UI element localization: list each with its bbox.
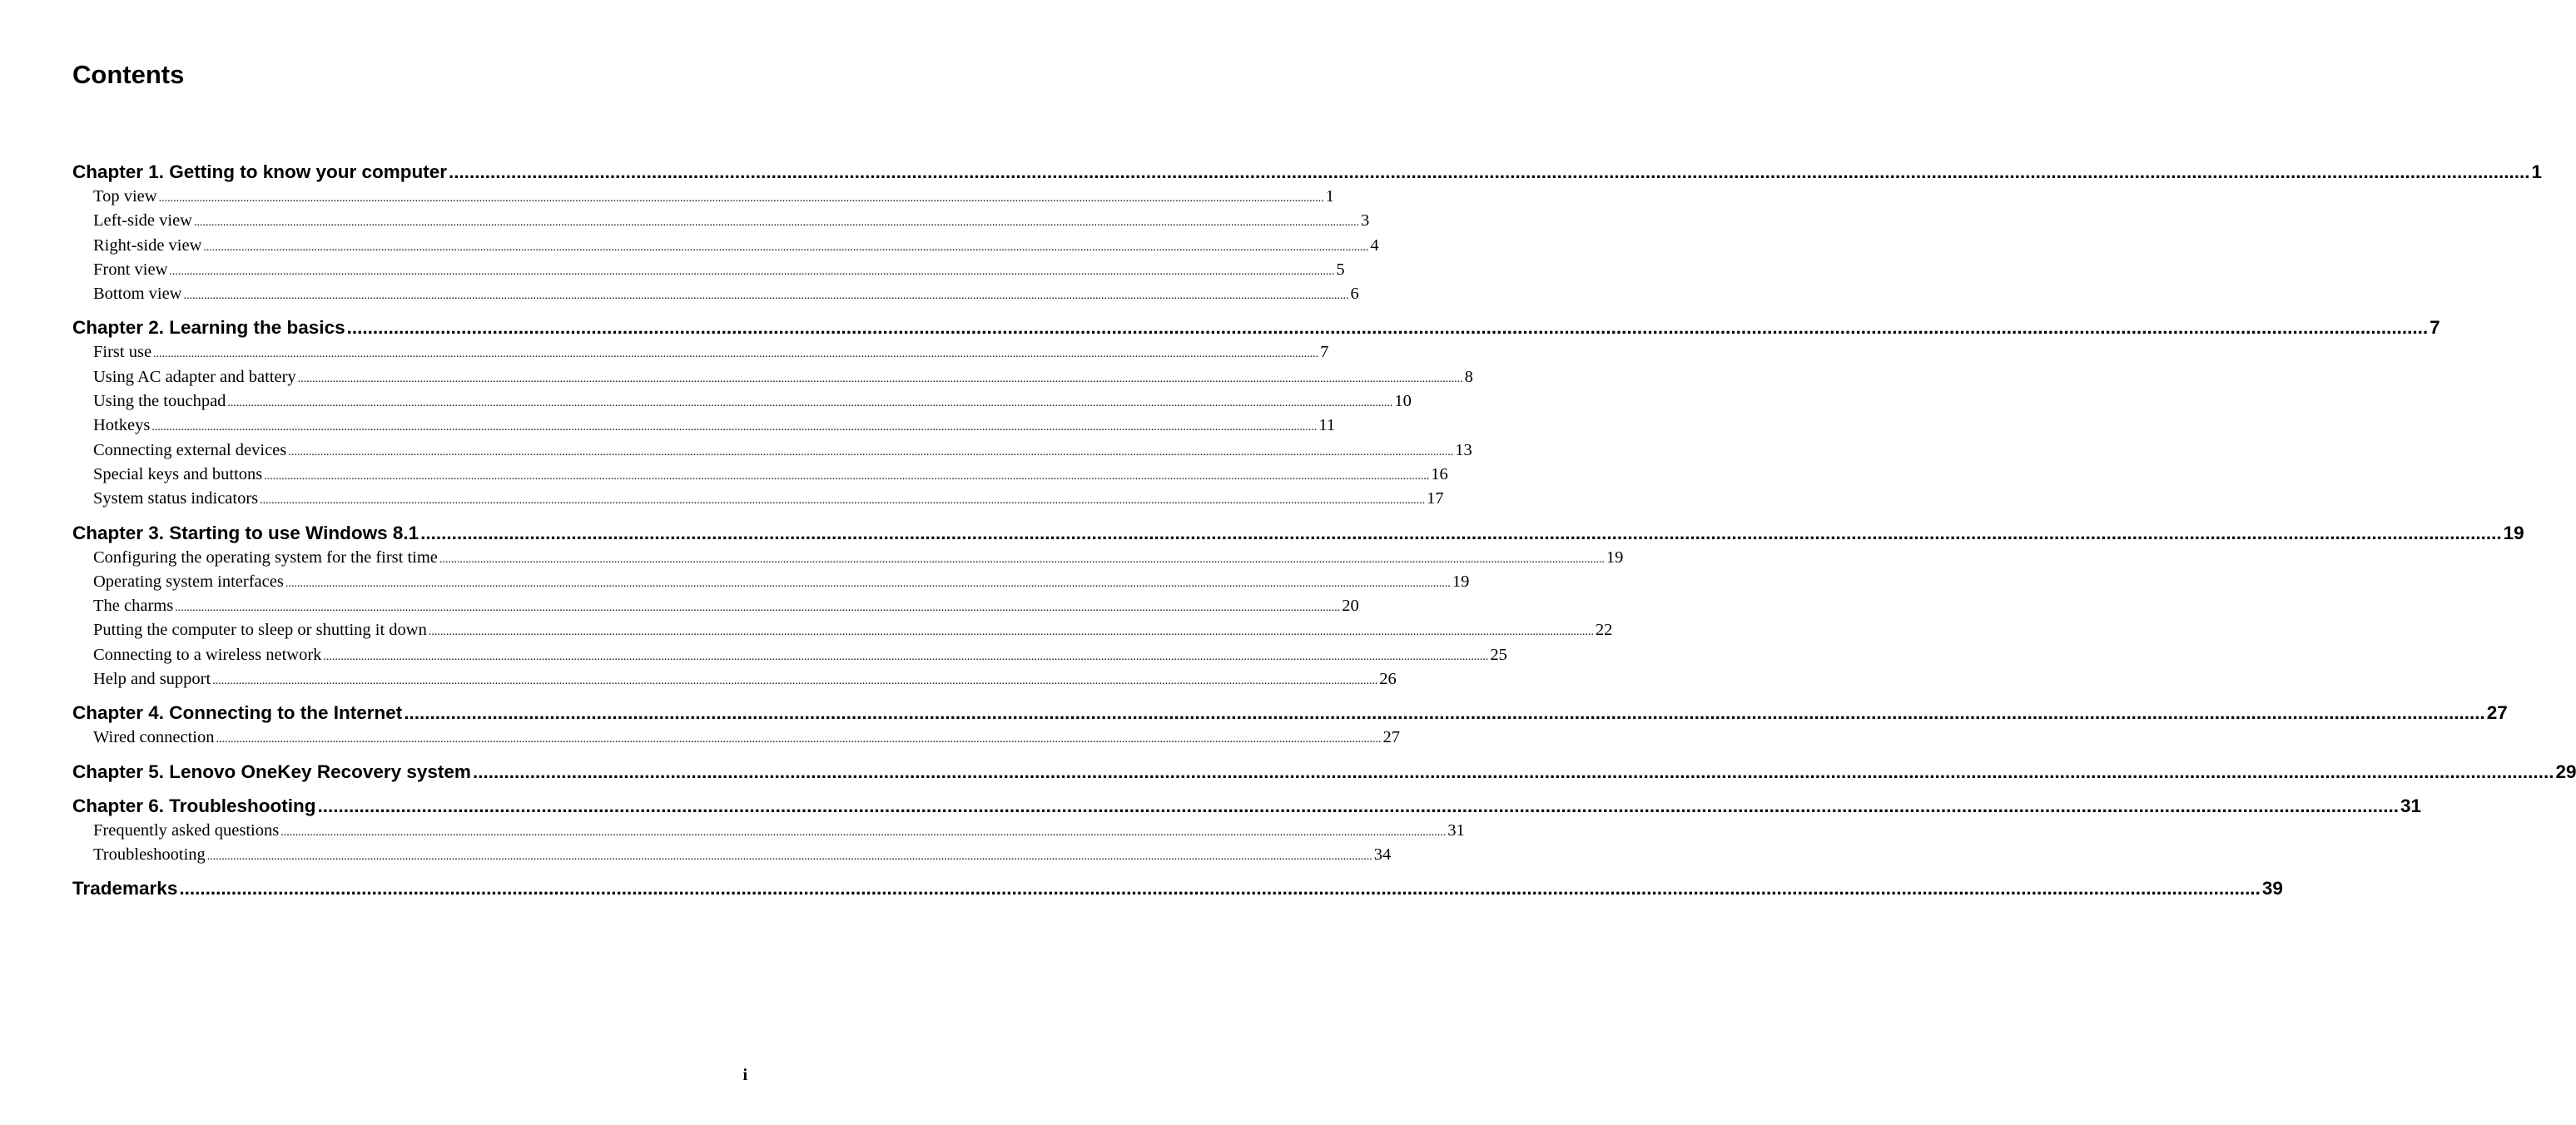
toc-chapter — [72, 519, 2524, 693]
toc-chapter — [72, 314, 2440, 512]
toc-section-entry-page-number: 10 — [1394, 392, 1412, 411]
dot-leader: ................................................................................................................................................................................................................................................................................................................................................................................................................ — [285, 577, 1451, 590]
toc-section-entry-page-number: 13 — [1455, 440, 1472, 459]
toc-chapter — [72, 758, 2576, 786]
toc-chapter-entry-page-number: 39 — [2261, 878, 2283, 900]
toc-section-entry[interactable] — [72, 463, 1448, 488]
toc-chapter — [72, 875, 2283, 902]
toc-chapter-entry-page-number: 7 — [2430, 317, 2440, 339]
dot-leader: ................................................................................................................................................................................................................................................................................................................................................................................................................ — [212, 675, 1378, 688]
toc-section-entry-page-number: 7 — [1320, 343, 1329, 362]
dot-leader: ................................................................................................................................................................................................................................................................................................................................................................................................................ — [179, 878, 2261, 900]
toc-section-entry[interactable] — [72, 844, 1392, 868]
dot-leader: ................................................................................................................................................................................................................................................................................................................................................................................................................ — [169, 265, 1335, 278]
dot-leader: ................................................................................................................................................................................................................................................................................................................................................................................................................ — [193, 216, 1359, 230]
dot-leader: ................................................................................................................................................................................................................................................................................................................................................................................................................ — [151, 421, 1318, 434]
toc-chapter-entry[interactable] — [72, 758, 2576, 786]
toc-section-entry-page-number: 34 — [1373, 845, 1392, 864]
dot-leader: ................................................................................................................................................................................................................................................................................................................................................................................................................ — [288, 445, 1454, 458]
toc-chapter-entry-page-number: 19 — [2503, 522, 2524, 543]
toc-chapter-entry[interactable] — [72, 314, 2440, 341]
toc-section-entry-title: The charms — [93, 597, 174, 616]
toc-section-entry-page-number: 4 — [1370, 235, 1379, 255]
toc-section-entry-page-number: 16 — [1431, 464, 1448, 483]
toc-section-entry-page-number: 20 — [1342, 597, 1359, 616]
toc-section-entry[interactable] — [72, 595, 1359, 619]
toc-section-entry-title: Wired connection — [93, 728, 215, 747]
toc-chapter-entry-page-number: 31 — [2400, 795, 2422, 816]
dot-leader: ................................................................................................................................................................................................................................................................................................................................................................................................................ — [346, 317, 2429, 339]
toc-section-entry[interactable] — [72, 341, 1329, 365]
dot-leader: ................................................................................................................................................................................................................................................................................................................................................................................................................ — [323, 650, 1489, 663]
dot-leader: ................................................................................................................................................................................................................................................................................................................................................................................................................ — [472, 761, 2554, 782]
toc-section-entry-title: Troubleshooting — [93, 845, 206, 864]
toc-section-entry[interactable] — [72, 283, 1359, 307]
toc-section-entry-page-number: 8 — [1464, 367, 1473, 386]
dot-leader: ................................................................................................................................................................................................................................................................................................................................................................................................................ — [227, 397, 1393, 410]
toc-chapter-entry[interactable] — [72, 699, 2508, 726]
toc-section-entry[interactable] — [72, 366, 1473, 390]
toc-section-entry-title: Right-side view — [93, 235, 202, 255]
toc-section-entry-title: Help and support — [93, 670, 211, 689]
dot-leader: ................................................................................................................................................................................................................................................................................................................................................................................................................ — [439, 553, 1605, 566]
toc-section-entry-title: Connecting to a wireless network — [93, 645, 322, 664]
toc-section-entry[interactable] — [72, 726, 1400, 751]
dot-leader: ................................................................................................................................................................................................................................................................................................................................................................................................................ — [260, 494, 1426, 508]
toc-section-entry-title: System status indicators — [93, 489, 259, 508]
dot-leader: ................................................................................................................................................................................................................................................................................................................................................................................................................ — [264, 469, 1430, 483]
dot-leader: ................................................................................................................................................................................................................................................................................................................................................................................................................ — [203, 240, 1369, 254]
toc-section-entry-page-number: 22 — [1595, 621, 1613, 640]
toc-chapter — [72, 792, 2422, 869]
dot-leader: ................................................................................................................................................................................................................................................................................................................................................................................................................ — [183, 290, 1349, 303]
dot-leader: ................................................................................................................................................................................................................................................................................................................................................................................................................ — [158, 192, 1324, 205]
dot-leader: ................................................................................................................................................................................................................................................................................................................................................................................................................ — [206, 850, 1372, 863]
toc-section-entry-page-number: 25 — [1490, 645, 1507, 664]
toc-chapter-entry-page-number: 1 — [2531, 161, 2543, 182]
toc-chapter-entry-title: Chapter 1. Getting to know your computer — [72, 161, 448, 182]
toc-section-entry-title: Frequently asked questions — [93, 820, 280, 840]
toc-section-entry-page-number: 1 — [1325, 187, 1334, 206]
toc-chapter-entry-title: Chapter 4. Connecting to the Internet — [72, 702, 403, 724]
toc-section-entry-title: Special keys and buttons — [93, 464, 263, 483]
toc-section-entry-title: Operating system interfaces — [93, 572, 284, 591]
page-title: Contents — [72, 60, 185, 89]
toc-chapter-entry-page-number: 29 — [2555, 761, 2576, 782]
toc-section-entry-page-number: 19 — [1606, 548, 1624, 567]
toc-section-entry-page-number: 26 — [1379, 670, 1397, 689]
dot-leader: ................................................................................................................................................................................................................................................................................................................................................................................................................ — [317, 795, 2400, 816]
toc-section-entry-page-number: 6 — [1350, 285, 1359, 304]
toc-section-entry-page-number: 19 — [1452, 572, 1470, 591]
toc-section-entry[interactable] — [72, 571, 1470, 595]
dot-leader: ................................................................................................................................................................................................................................................................................................................................................................................................................ — [216, 733, 1382, 746]
toc-chapter — [72, 158, 2543, 307]
toc-section-entry-title: Left-side view — [93, 211, 192, 230]
toc-section-entry[interactable] — [72, 439, 1472, 463]
toc-section-entry-title: Bottom view — [93, 285, 182, 304]
toc-section-entry-page-number: 17 — [1427, 489, 1444, 508]
dot-leader: ................................................................................................................................................................................................................................................................................................................................................................................................................ — [428, 626, 1594, 639]
toc-section-entry[interactable] — [72, 390, 1412, 414]
dot-leader: ................................................................................................................................................................................................................................................................................................................................................................................................................ — [404, 702, 2485, 724]
toc-chapter — [72, 699, 2508, 751]
toc-section-entry-title: Putting the computer to sleep or shutting it down — [93, 621, 427, 640]
toc-section-entry-page-number: 5 — [1336, 260, 1345, 279]
dot-leader: ................................................................................................................................................................................................................................................................................................................................................................................................................ — [420, 522, 2502, 543]
dot-leader: ................................................................................................................................................................................................................................................................................................................................................................................................................ — [280, 825, 1447, 839]
toc-chapter-entry-title: Chapter 3. Starting to use Windows 8.1 — [72, 522, 419, 543]
toc-chapter-entry-title: Chapter 2. Learning the basics — [72, 317, 345, 339]
dot-leader: ................................................................................................................................................................................................................................................................................................................................................................................................................ — [449, 161, 2530, 182]
toc-chapter-entry-title: Chapter 5. Lenovo OneKey Recovery system — [72, 761, 471, 782]
dot-leader: ................................................................................................................................................................................................................................................................................................................................................................................................................ — [175, 602, 1341, 615]
toc-section-entry[interactable] — [72, 186, 1334, 210]
dot-leader: ................................................................................................................................................................................................................................................................................................................................................................................................................ — [153, 348, 1319, 361]
toc-section-entry-title: Top view — [93, 187, 157, 206]
toc-section-entry[interactable] — [72, 547, 1624, 571]
toc-section-entry-title: Using the touchpad — [93, 392, 226, 411]
toc-section-entry-page-number: 3 — [1360, 211, 1370, 230]
toc-section-entry[interactable] — [72, 259, 1345, 283]
toc-section-entry[interactable] — [72, 668, 1397, 692]
toc-chapter-entry-title: Trademarks — [72, 878, 178, 900]
toc-section-entry[interactable] — [72, 619, 1613, 643]
toc-chapter-entry[interactable] — [72, 519, 2524, 547]
toc-chapter-entry[interactable] — [72, 158, 2543, 186]
toc-chapter-entry-page-number: 27 — [2486, 702, 2508, 724]
toc-chapter-entry-title: Chapter 6. Troubleshooting — [72, 795, 316, 816]
toc-section-entry-title: Front view — [93, 260, 168, 279]
toc-section-entry-page-number: 27 — [1382, 728, 1400, 747]
toc-section-entry[interactable] — [72, 414, 1336, 439]
toc-section-entry[interactable] — [72, 210, 1370, 234]
toc-chapter-entry[interactable] — [72, 875, 2283, 902]
toc-section-entry-title: Using AC adapter and battery — [93, 367, 296, 386]
table-of-contents — [72, 158, 2576, 909]
toc-section-entry[interactable] — [72, 644, 1507, 668]
toc-section-entry[interactable] — [72, 820, 1465, 844]
toc-section-entry-title: Configuring the operating system for the first time — [93, 548, 438, 567]
toc-section-entry-page-number: 11 — [1318, 416, 1336, 435]
toc-section-entry[interactable] — [72, 235, 1379, 259]
toc-section-entry[interactable] — [72, 488, 1444, 512]
page-number: i — [742, 1066, 747, 1084]
toc-section-entry-title: Hotkeys — [93, 416, 151, 435]
dot-leader: ................................................................................................................................................................................................................................................................................................................................................................................................................ — [297, 372, 1463, 385]
toc-section-entry-title: First use — [93, 343, 152, 362]
toc-chapter-entry[interactable] — [72, 792, 2422, 820]
toc-section-entry-page-number: 31 — [1447, 820, 1465, 840]
toc-section-entry-title: Connecting external devices — [93, 440, 287, 459]
